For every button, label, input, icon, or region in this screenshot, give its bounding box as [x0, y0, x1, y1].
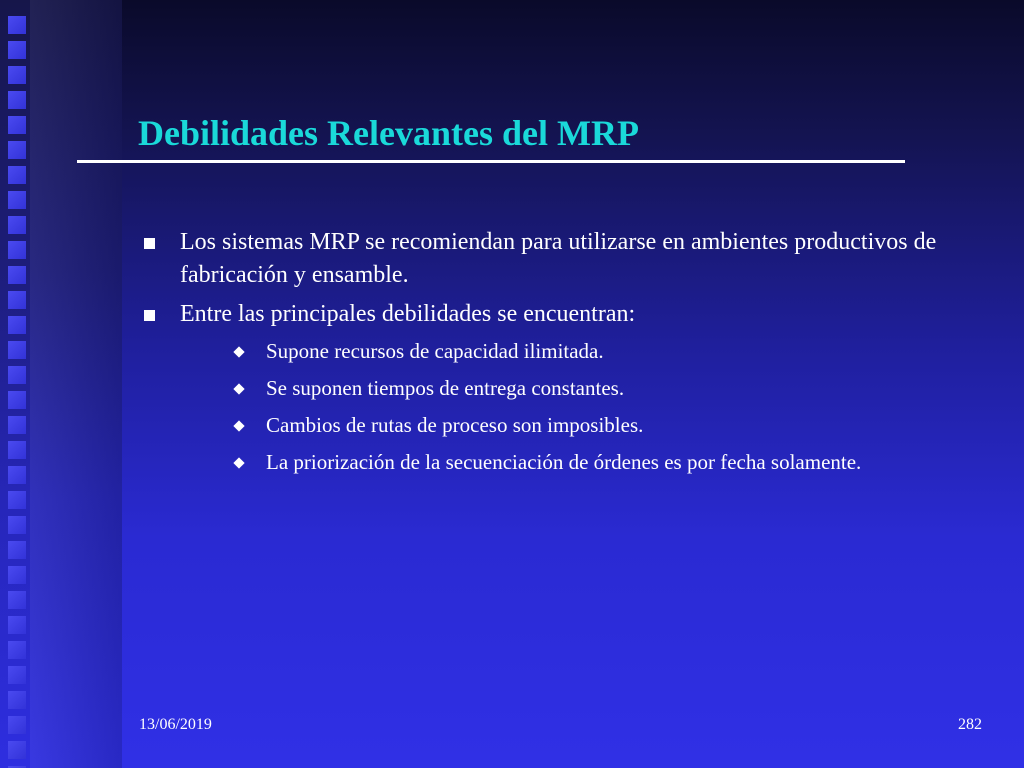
sub-bullet-item	[180, 407, 960, 444]
decorative-squares	[8, 0, 28, 768]
decorative-square	[8, 566, 26, 584]
decorative-square	[8, 116, 26, 134]
decorative-square	[8, 166, 26, 184]
diamond-bullet-icon	[233, 457, 244, 468]
decorative-square	[8, 616, 26, 634]
decorative-square	[8, 641, 26, 659]
bullet-text: Los sistemas MRP se recomiendan para utilizarse en ambientes productivos de fabricación y ensamble.	[180, 229, 937, 288]
sub-bullet-item	[180, 444, 960, 481]
decorative-square	[8, 366, 26, 384]
decorative-square	[8, 716, 26, 734]
sub-bullet-item	[180, 370, 960, 407]
left-decorative-band	[0, 0, 122, 768]
bullet-list	[140, 226, 960, 487]
decorative-square	[8, 191, 26, 209]
bullet-item	[140, 226, 960, 292]
decorative-square	[8, 491, 26, 509]
bullet-text: Entre las principales debilidades se encuentran:	[180, 301, 636, 327]
sub-bullet-text: Se suponen tiempos de entrega constantes.	[266, 376, 625, 400]
sub-bullet-list	[180, 333, 960, 481]
sub-bullet-item	[180, 333, 960, 370]
square-bullet-icon	[144, 310, 155, 321]
decorative-square	[8, 541, 26, 559]
decorative-square	[8, 591, 26, 609]
decorative-square	[8, 266, 26, 284]
decorative-square	[8, 91, 26, 109]
decorative-square	[8, 391, 26, 409]
decorative-square	[8, 316, 26, 334]
decorative-square	[8, 66, 26, 84]
bullet-item	[140, 298, 960, 481]
decorative-square	[8, 741, 26, 759]
decorative-square	[8, 241, 26, 259]
decorative-square	[8, 441, 26, 459]
footer-date: 13/06/2019	[139, 716, 212, 733]
slide-number: 282	[958, 716, 982, 733]
slide-title: Debilidades Relevantes del MRP	[138, 113, 639, 153]
diamond-bullet-icon	[233, 383, 244, 394]
square-bullet-icon	[144, 238, 155, 249]
diamond-bullet-icon	[233, 420, 244, 431]
decorative-square	[8, 666, 26, 684]
sub-bullet-text: Supone recursos de capacidad ilimitada.	[266, 339, 604, 363]
decorative-square	[8, 416, 26, 434]
decorative-square	[8, 216, 26, 234]
decorative-square	[8, 516, 26, 534]
decorative-square	[8, 341, 26, 359]
decorative-square	[8, 466, 26, 484]
band-shade	[30, 0, 122, 768]
sub-bullet-text: La priorización de la secuenciación de órdenes es por fecha solamente.	[266, 450, 862, 474]
decorative-square	[8, 41, 26, 59]
decorative-square	[8, 16, 26, 34]
decorative-square	[8, 691, 26, 709]
decorative-square	[8, 141, 26, 159]
decorative-square	[8, 291, 26, 309]
title-underline	[77, 160, 905, 163]
sub-bullet-text: Cambios de rutas de proceso son imposibles.	[266, 413, 644, 437]
diamond-bullet-icon	[233, 346, 244, 357]
